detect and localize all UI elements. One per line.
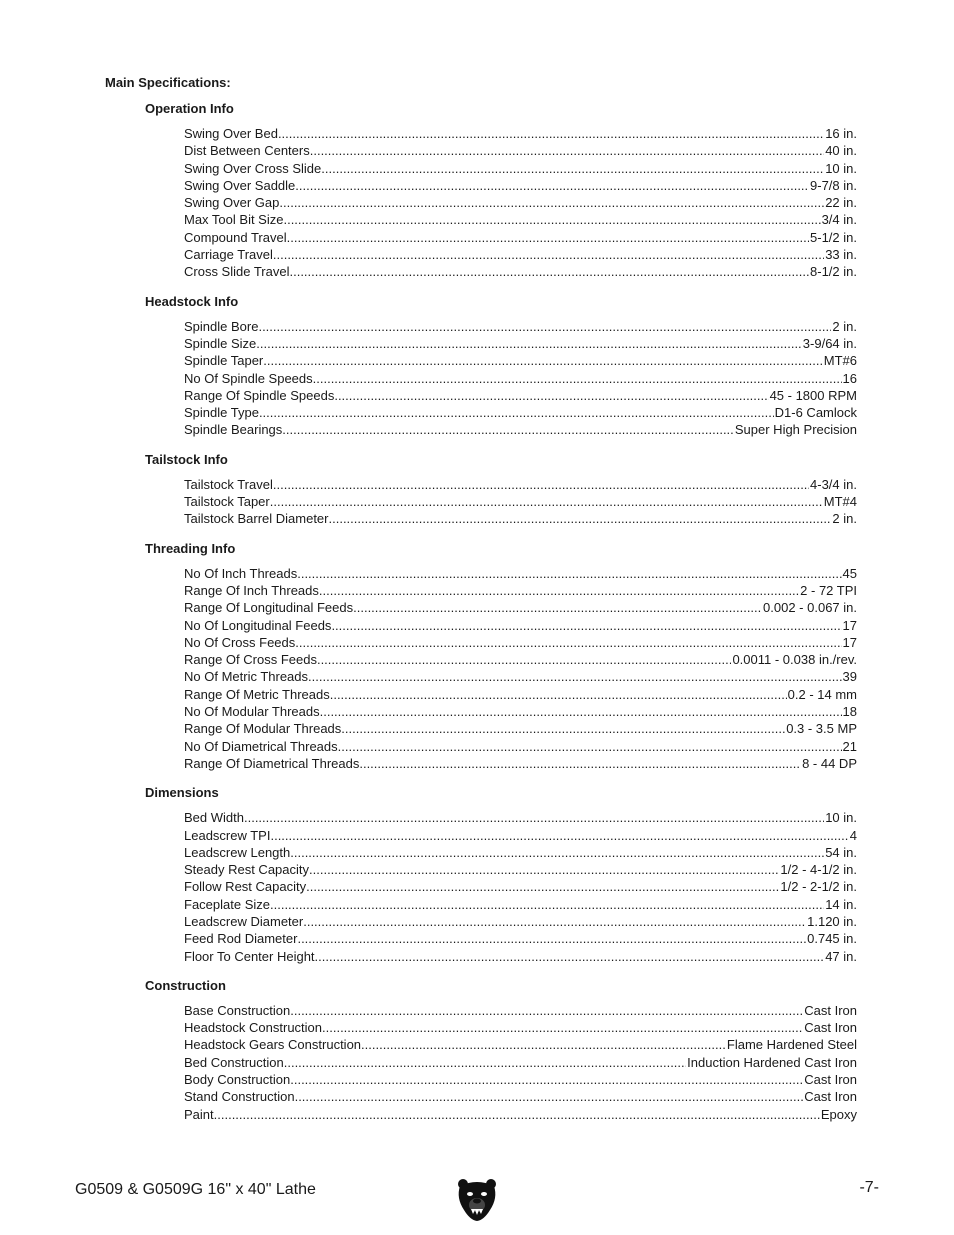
spec-value: 10 in. [825,160,857,176]
spec-row [184,160,857,177]
section-title: Tailstock Info [145,451,228,467]
spec-label: Cross Slide Travel [184,264,290,280]
spec-value: 4-3/4 in. [810,476,857,492]
dot-leader [244,809,824,826]
spec-value: 45 - 1800 RPM [769,387,857,403]
spec-label: No Of Longitudinal Feeds [184,617,332,633]
spec-row [184,668,857,685]
spec-row [184,1106,857,1123]
dot-leader [259,404,774,421]
dot-leader [341,720,785,737]
spec-label: Headstock Construction [184,1020,323,1036]
spec-value: Cast Iron [804,1089,857,1105]
spec-row [184,493,857,510]
spec-value: 3/4 in. [821,212,857,228]
spec-row [184,421,857,438]
spec-value: 1.120 in. [807,913,857,929]
spec-value: Cast Iron [804,1020,857,1036]
spec-list [184,1002,857,1123]
dot-leader [270,827,848,844]
spec-label: Swing Over Saddle [184,177,296,193]
spec-row [184,194,857,211]
spec-value: 40 in. [825,143,857,159]
spec-value: 0.002 - 0.067 in. [763,600,857,616]
spec-row [184,1054,857,1071]
dot-leader [273,246,824,263]
dot-leader [321,160,824,177]
spec-value: 3-9/64 in. [802,335,857,351]
spec-label: Range Of Diametrical Threads [184,755,360,771]
dot-leader [278,125,824,142]
spec-value: 2 - 72 TPI [800,582,857,598]
spec-value: 10 in. [825,810,857,826]
spec-row [184,861,857,878]
dot-leader [290,1002,803,1019]
spec-row [184,651,857,668]
spec-label: Floor To Center Height [184,948,315,964]
dot-leader [317,651,732,668]
spec-row [184,1002,857,1019]
spec-row [184,599,857,616]
dot-leader [295,1088,804,1105]
spec-value: MT#6 [823,353,857,369]
spec-row [184,1071,857,1088]
spec-value: 1/2 - 2-1/2 in. [780,879,857,895]
spec-row [184,1036,857,1053]
spec-label: No Of Modular Threads [184,704,320,720]
spec-row [184,510,857,527]
spec-section [145,784,857,965]
spec-value: 2 in. [832,511,857,527]
spec-label: Spindle Bore [184,318,259,334]
dot-leader [214,1106,820,1123]
spec-value: 0.745 in. [807,931,857,947]
spec-value: 45 [842,565,857,581]
spec-row [184,318,857,335]
spec-value: 0.2 - 14 mm [787,686,857,702]
dot-leader [273,476,809,493]
dot-leader [290,844,824,861]
spec-row [184,930,857,947]
dot-leader [289,263,809,280]
spec-value: 0.0011 - 0.038 in./rev. [732,652,857,668]
spec-label: No Of Spindle Speeds [184,370,313,386]
dot-leader [290,1071,803,1088]
dot-leader [330,686,787,703]
dot-leader [258,318,831,335]
spec-label: Spindle Type [184,405,259,421]
dot-leader [283,211,820,228]
dot-leader [297,930,806,947]
spec-label: Swing Over Cross Slide [184,160,322,176]
dot-leader [303,913,806,930]
spec-value: 39 [842,669,857,685]
dot-leader [361,1036,726,1053]
dot-leader [329,510,832,527]
spec-value: 0.3 - 3.5 MP [786,721,857,737]
spec-label: Range Of Modular Threads [184,721,342,737]
spec-value: 33 in. [825,247,857,263]
spec-row [184,720,857,737]
spec-row [184,582,857,599]
spec-value: 9-7/8 in. [810,177,857,193]
dot-leader [295,177,809,194]
spec-value: 1/2 - 4-1/2 in. [780,862,857,878]
dot-leader [282,421,734,438]
spec-list [184,476,857,528]
spec-row [184,686,857,703]
dot-leader [331,617,841,634]
dot-leader [306,878,779,895]
spec-value: 14 in. [825,896,857,912]
spec-value: 47 in. [825,948,857,964]
spec-list [184,318,857,439]
spec-label: Steady Rest Capacity [184,862,310,878]
spec-value: 4 [849,827,857,843]
spec-value: 8-1/2 in. [810,264,857,280]
spec-value: 54 in. [825,844,857,860]
dot-leader [310,142,824,159]
spec-row [184,844,857,861]
spec-label: Bed Width [184,810,244,826]
spec-row [184,211,857,228]
spec-row [184,404,857,421]
spec-row [184,634,857,651]
dot-leader [256,335,802,352]
spec-row [184,913,857,930]
spec-value: 18 [842,704,857,720]
bear-logo-icon [456,1178,498,1222]
spec-value: Super High Precision [734,422,857,438]
page-title: Main Specifications: [105,75,231,90]
dot-leader [313,370,842,387]
page-number: -7- [859,1179,879,1196]
dot-leader [295,634,841,651]
spec-label: Range Of Spindle Speeds [184,387,335,403]
dot-leader [284,1054,686,1071]
spec-row [184,896,857,913]
spec-label: Headstock Gears Construction [184,1037,362,1053]
spec-label: Tailstock Travel [184,476,273,492]
spec-row [184,352,857,369]
spec-value: 22 in. [825,195,857,211]
spec-list [184,125,857,281]
spec-row [184,335,857,352]
spec-section [145,293,857,439]
spec-row [184,738,857,755]
spec-label: Range Of Metric Threads [184,686,330,702]
spec-list [184,809,857,965]
dot-leader [320,703,842,720]
spec-row [184,246,857,263]
spec-row [184,617,857,634]
spec-label: Body Construction [184,1072,291,1088]
spec-label: Swing Over Gap [184,195,280,211]
spec-row [184,142,857,159]
spec-row [184,1019,857,1036]
spec-section [145,451,857,528]
spec-row [184,177,857,194]
spec-section [145,540,857,773]
spec-value: Epoxy [820,1106,857,1122]
dot-leader [270,896,824,913]
spec-section [145,100,857,281]
spec-value: Cast Iron [804,1072,857,1088]
spec-value: 17 [842,634,857,650]
spec-row [184,809,857,826]
spec-row [184,703,857,720]
spec-label: No Of Diametrical Threads [184,738,338,754]
section-title: Threading Info [145,540,236,556]
spec-label: Faceplate Size [184,896,270,912]
spec-label: Feed Rod Diameter [184,931,298,947]
spec-label: Paint [184,1106,214,1122]
spec-label: Bed Construction [184,1054,284,1070]
dot-leader [322,1019,803,1036]
spec-section [145,977,857,1123]
spec-label: Dist Between Centers [184,143,310,159]
spec-label: No Of Inch Threads [184,565,298,581]
spec-label: No Of Cross Feeds [184,634,296,650]
spec-value: 16 [842,370,857,386]
spec-row [184,755,857,772]
spec-value: 5-1/2 in. [810,229,857,245]
section-title: Construction [145,977,226,993]
specifications-content [145,100,857,1135]
dot-leader [359,755,801,772]
spec-label: Tailstock Barrel Diameter [184,511,329,527]
spec-label: Leadscrew TPI [184,827,271,843]
dot-leader [297,565,841,582]
spec-label: Compound Travel [184,229,287,245]
dot-leader [279,194,824,211]
spec-value: 21 [842,738,857,754]
section-title: Headstock Info [145,293,239,309]
footer-model-title: G0509 & G0509G 16" x 40" Lathe [75,1181,316,1198]
spec-value: Induction Hardened Cast Iron [687,1054,857,1070]
dot-leader [353,599,762,616]
spec-label: Range Of Inch Threads [184,582,319,598]
spec-label: Follow Rest Capacity [184,879,307,895]
spec-list [184,565,857,773]
spec-row [184,125,857,142]
dot-leader [334,387,768,404]
spec-label: Spindle Taper [184,353,264,369]
spec-value: 16 in. [825,126,857,141]
dot-leader [319,582,799,599]
spec-row [184,370,857,387]
spec-value: 17 [842,617,857,633]
spec-value: MT#4 [823,494,857,510]
spec-value: Flame Hardened Steel [726,1037,857,1053]
spec-label: Range Of Longitudinal Feeds [184,600,354,616]
dot-leader [315,948,825,965]
spec-label: Swing Over Bed [184,126,278,141]
dot-leader [309,861,779,878]
spec-label: No Of Metric Threads [184,669,309,685]
section-title: Operation Info [145,101,234,116]
spec-row [184,948,857,965]
spec-label: Leadscrew Length [184,844,291,860]
dot-leader [287,229,809,246]
spec-label: Base Construction [184,1002,291,1018]
spec-value: 2 in. [832,318,857,334]
spec-row [184,827,857,844]
spec-value: Cast Iron [804,1002,857,1018]
spec-row [184,878,857,895]
spec-label: Max Tool Bit Size [184,212,284,228]
spec-label: Spindle Size [184,335,257,351]
spec-row [184,1088,857,1105]
section-title: Dimensions [145,785,219,801]
spec-row [184,263,857,280]
spec-label: Carriage Travel [184,247,273,263]
spec-label: Spindle Bearings [184,422,283,438]
spec-value: 8 - 44 DP [802,755,857,771]
spec-label: Tailstock Taper [184,494,270,510]
dot-leader [338,738,842,755]
spec-row [184,476,857,493]
spec-row [184,387,857,404]
spec-label: Range Of Cross Feeds [184,652,317,668]
dot-leader [308,668,842,685]
spec-row [184,565,857,582]
spec-row [184,229,857,246]
dot-leader [263,352,823,369]
spec-label: Stand Construction [184,1089,295,1105]
spec-label: Leadscrew Diameter [184,913,304,929]
dot-leader [270,493,823,510]
spec-value: D1-6 Camlock [774,405,857,421]
